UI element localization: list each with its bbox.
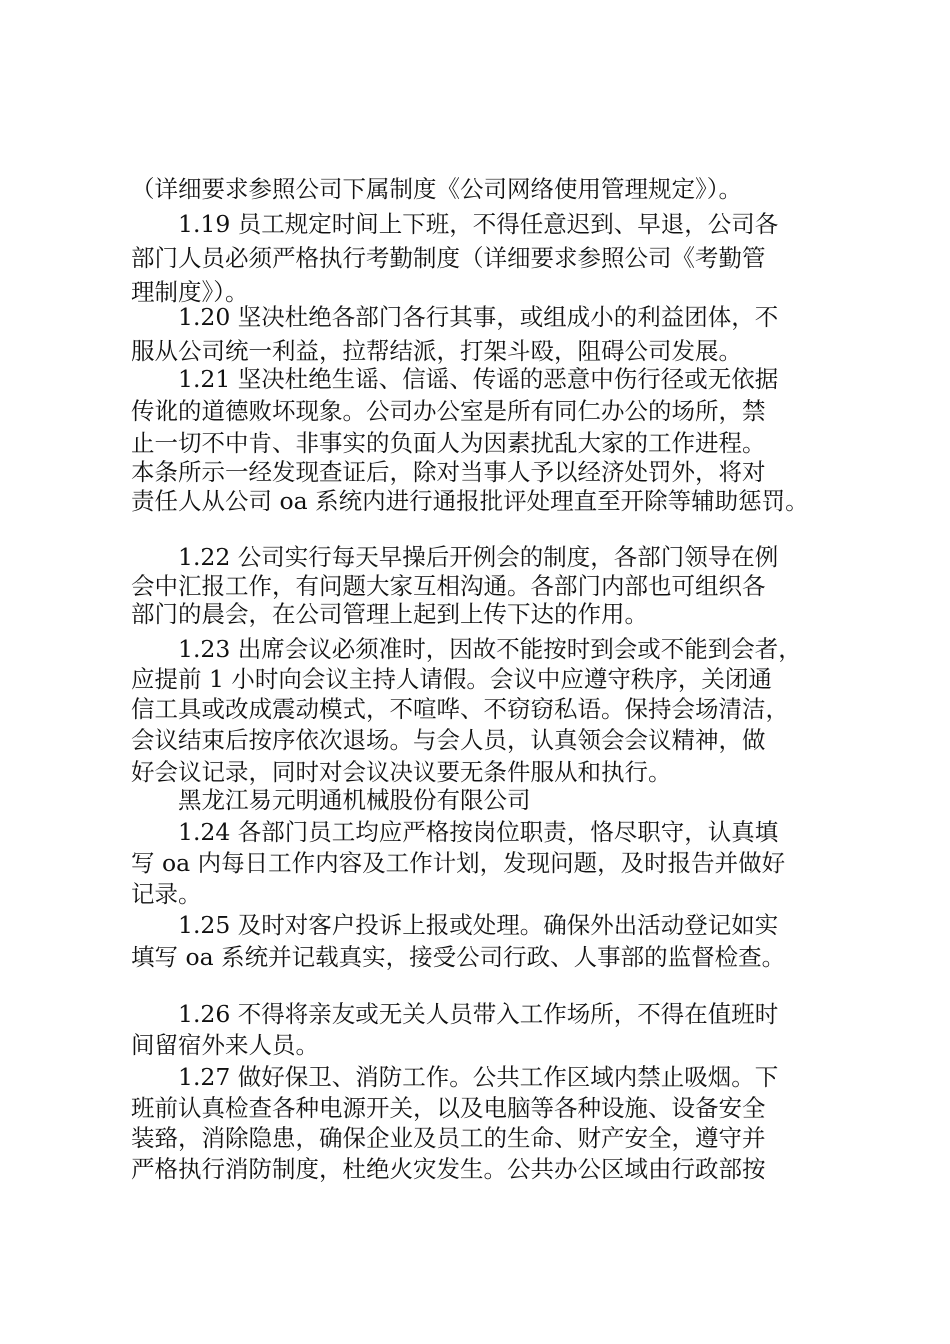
text-line: 部门人员必须严格执行考勤制度（详细要求参照公司《考勤管 bbox=[131, 244, 766, 272]
text-line: 填写 oa 系统并记载真实，接受公司行政、人事部的监督检查。 bbox=[131, 943, 786, 971]
text-line: 记录。 bbox=[131, 880, 202, 908]
text-line: 信工具或改成震动模式，不喧哗、不窃窃私语。保持会场清洁， bbox=[131, 695, 789, 723]
text-line: 严格执行消防制度，杜绝火灾发生。公共办公区域由行政部按 bbox=[131, 1155, 766, 1183]
clause-1-21-start: 1.21 坚决杜绝生谣、信谣、传谣的恶意中伤行径或无依据 bbox=[178, 365, 779, 393]
clause-1-19-start: 1.19 员工规定时间上下班，不得任意迟到、早退，公司各 bbox=[178, 210, 779, 238]
text-line: 责任人从公司 oa 系统内进行通报批评处理直至开除等辅助惩罚。 bbox=[131, 487, 809, 515]
text-line: 传讹的道德败坏现象。公司办公室是所有同仁办公的场所，禁 bbox=[131, 397, 766, 425]
text-line: 班前认真检查各种电源开关，以及电脑等各种设施、设备安全 bbox=[131, 1094, 766, 1122]
text-line: 装臵，消除隐患，确保企业及员工的生命、财产安全，遵守并 bbox=[131, 1124, 766, 1152]
text-line: （详细要求参照公司下属制度《公司网络使用管理规定》）。 bbox=[131, 175, 742, 203]
text-line: 应提前 1 小时向会议主持人请假。会议中应遵守秩序，关闭通 bbox=[131, 665, 772, 693]
text-line: 部门的晨会，在公司管理上起到上传下达的作用。 bbox=[131, 600, 648, 628]
clause-1-27-start: 1.27 做好保卫、消防工作。公共工作区域内禁止吸烟。下 bbox=[178, 1063, 779, 1091]
clause-1-24-start: 1.24 各部门员工均应严格按岗位职责，恪尽职守，认真填 bbox=[178, 818, 779, 846]
text-line: 间留宿外来人员。 bbox=[131, 1031, 319, 1059]
clause-1-22-start: 1.22 公司实行每天早操后开例会的制度，各部门领导在例 bbox=[178, 543, 779, 571]
text-line: 服从公司统一利益，拉帮结派，打架斗殴，阻碍公司发展。 bbox=[131, 337, 742, 365]
text-line: 止一切不中肯、非事实的负面人为因素扰乱大家的工作进程。 bbox=[131, 429, 766, 457]
company-name: 黑龙江易元明通机械股份有限公司 bbox=[178, 786, 531, 814]
clause-1-23-start: 1.23 出席会议必须准时，因故不能按时到会或不能到会者， bbox=[178, 635, 802, 663]
text-line: 写 oa 内每日工作内容及工作计划，发现问题，及时报告并做好 bbox=[131, 849, 786, 877]
clause-1-25-start: 1.25 及时对客户投诉上报或处理。确保外出活动登记如实 bbox=[178, 911, 779, 939]
text-line: 本条所示一经发现查证后，除对当事人予以经济处罚外，将对 bbox=[131, 458, 766, 486]
text-line: 好会议记录，同时对会议决议要无条件服从和执行。 bbox=[131, 758, 672, 786]
text-line: 理制度》）。 bbox=[131, 278, 249, 306]
text-line: 会议结束后按序依次退场。与会人员，认真领会会议精神，做 bbox=[131, 726, 766, 754]
clause-1-20-start: 1.20 坚决杜绝各部门各行其事，或组成小的利益团体，不 bbox=[178, 303, 779, 331]
text-line: 会中汇报工作，有问题大家互相沟通。各部门内部也可组织各 bbox=[131, 572, 766, 600]
clause-1-26-start: 1.26 不得将亲友或无关人员带入工作场所，不得在值班时 bbox=[178, 1000, 779, 1028]
